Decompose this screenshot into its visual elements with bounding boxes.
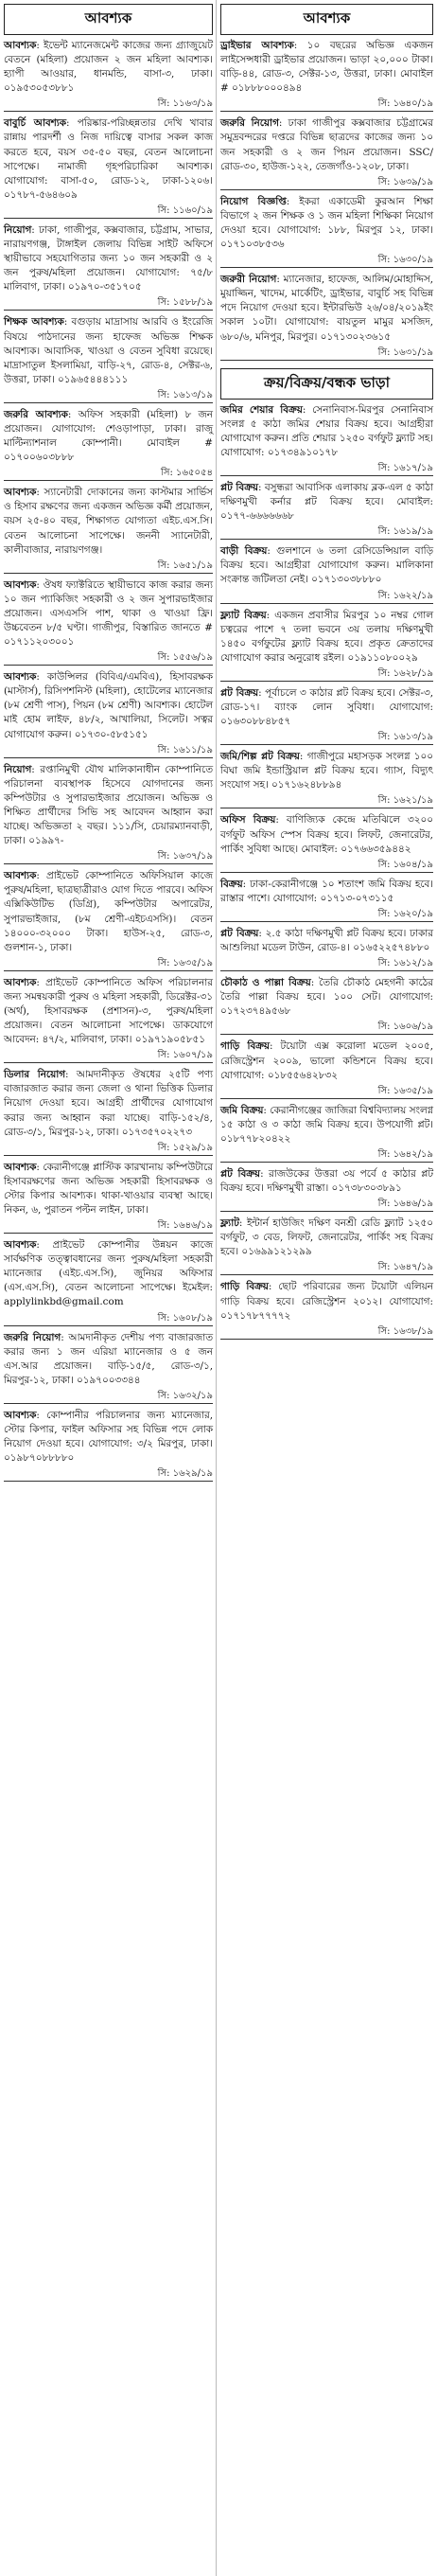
classified-ad <box>220 686 433 729</box>
classified-ad <box>220 1167 433 1196</box>
classified-ad <box>220 39 433 96</box>
ad-separator <box>220 475 433 476</box>
ad-heading: জরুরি নিয়োগ <box>220 117 279 130</box>
ad-reference: সি: ১৬৪২/১৯ <box>377 1148 433 1160</box>
ad-reference: সি: ১৬৩১/১৯ <box>377 346 433 358</box>
ad-body: : কেরানীগঞ্জের জাজিরা বিশ্ববিদ্যালয় সংলগ্ন ১৫ কাঠা ও ৩ কাঠা জমি বিক্রয় হবে। উপযোগী প্লট। ০১৮৭৭৮২০৪২২ <box>220 1104 433 1145</box>
ad-body: : কোম্পানীর পরিচালনার জন্য ম্যানেজার, স্টোর কিপার, ফাইল অফিসার সহ বিভিন্ন পদে লোক নিয়োগ দেওয়া হবে। যোগাযোগ: ৩/২ মিরপুর, ঢাকা। ০১৯৮৭০৮৮৮৮০ <box>4 1409 213 1465</box>
ad-separator <box>220 1162 433 1163</box>
ad-separator <box>4 1325 213 1326</box>
ad-heading: ডিলার নিয়োগ <box>4 1069 66 1081</box>
ad-reference: সি: ১৬৩৫/১৯ <box>377 1085 433 1096</box>
ad-separator <box>4 310 213 311</box>
classified-ad <box>4 1161 213 1217</box>
ad-heading: জমি বিক্রয় <box>220 1104 264 1116</box>
ad-separator <box>220 1339 433 1340</box>
ad-separator <box>4 1062 213 1063</box>
ad-heading: জমির শেয়ার বিক্রয় <box>220 403 303 416</box>
ad-separator <box>4 1403 213 1404</box>
ad-separator <box>220 921 433 922</box>
ad-heading: ড্রাইভার আবশ্যক <box>220 40 294 51</box>
ad-separator <box>4 665 213 666</box>
ad-body: : বগুড়ায় মাদ্রাসায় আরবি ও ইংরেজি বিষয়ে পাঠদানের জন্য হাফেজ অভিজ্ঞ শিক্ষক আবশ্যক। আবাসিক, খাওয়া ও বেতন সুবিধা রয়েছে। মাদ্রাসাতুল ইসলামিয়া, বাড়ি-২৭, রোড-৪, সেক্টর-৬, উত্তরা, ঢাকা। ০১৯৬৫৪৪৪১১১ <box>4 316 213 385</box>
classified-ad <box>220 609 433 666</box>
classified-ad <box>220 273 433 344</box>
ad-reference: সি: ১৬২২/১৯ <box>377 590 433 601</box>
ad-separator <box>220 111 433 112</box>
right-column <box>220 4 433 1344</box>
ad-heading: আবশ্যক <box>4 976 37 988</box>
ad-heading: শিক্ষক আবশ্যক <box>4 316 64 329</box>
ad-reference: সি: ১৬৩০/১৯ <box>377 255 433 266</box>
ad-heading: জরুরি নিয়োগ <box>4 1331 61 1343</box>
ad-heading: নিয়োগ <box>4 223 32 236</box>
ad-heading: বাবুর্চি আবশ্যক <box>4 117 67 130</box>
ad-separator <box>220 1211 433 1212</box>
ad-heading: গাড়ি বিক্রয় <box>220 1040 271 1053</box>
ad-separator <box>4 1233 213 1234</box>
ad-body: : প্রাইভেট কোম্পানীর উন্নয়ন কাজে সার্বক্ষণিক তত্ত্বাবধানের জন্য পুরুষ/মহিলা সহকারী ম্যানেজার (এইচ.এস.সি), জুনিয়র অফিসার (এস.এস.সি), বেতন আলোচনা সাপেক্ষে। ইমেইল: applylinkbd@gmail.com <box>4 1239 213 1308</box>
ad-reference: সি: ১৬০৮/১৯ <box>157 1312 213 1324</box>
ad-reference: সি: ১৫৮৮/১৯ <box>157 297 213 309</box>
section-title-right: আবশ্যক <box>220 4 433 35</box>
ad-heading: জরুরি আবশ্যক <box>4 408 68 420</box>
ad-reference: সি: ১৫২৯/১৯ <box>157 1142 213 1153</box>
ad-body: : ইভেন্ট ম্যানেজমেন্ট কাজের জন্য গ্র্যাজুয়েট বেতনে (মহিলা) প্রয়োজন ২ জন মহিলা আবশ্যক। হ্যাপী আওয়ার, ধানমন্ডি, বাসা-৩, ঢাকা। ০১৯৫৩০৫৩৮৮১ <box>4 40 213 95</box>
ad-body: : স্যানেটারী দোকানের জন্য কাস্টমার সার্ভিস ও হিসাব রক্ষণের জন্য একজন অভিজ্ঞ কর্মী প্রয়োজন, বয়স ২৫-৪০ বছর, শিক্ষাগত যোগ্যতা এইচ.এস.সি। বেতন আলোচনা সাপেক্ষে। জননী স্যানেটারী, কালীবাজার, নারায়ণগঞ্জ। <box>4 487 213 556</box>
ad-reference: সি: ১১৬৩/১৯ <box>157 98 213 110</box>
classified-ad <box>4 116 213 203</box>
ad-heading: আবশ্যক <box>4 1409 37 1421</box>
ad-separator <box>220 681 433 682</box>
ad-body: : কেরানীগঞ্জে প্লাস্টিক কারখানায় কম্পিউটারে হিসাবরক্ষণের জন্য অভিজ্ঞ সহকারী হিসাবরক্ষক ও স্টোর কিপার আবশ্যক। থাকা-খাওয়ার ব্যবস্থা আছে। নিকন, ৬, পুরাতন পল্টন লাইন, ঢাকা। <box>4 1161 213 1216</box>
ad-heading: আবশ্যক <box>4 1239 37 1252</box>
right-ads-list <box>220 39 433 361</box>
classified-ad <box>220 1039 433 1082</box>
ad-heading: আবশ্যক <box>4 1161 37 1173</box>
classified-ad <box>4 1238 213 1309</box>
classified-ad <box>4 976 213 1047</box>
classified-ad <box>220 878 433 906</box>
classified-ad <box>220 195 433 252</box>
ad-separator <box>4 757 213 758</box>
ad-heading: আবশ্যক <box>4 578 37 591</box>
ad-heading: গাড়ি বিক্রয় <box>220 1281 269 1293</box>
ad-separator <box>220 1034 433 1035</box>
ad-body: : ম্যানেজার, হাফেজ, আলিম/মোহাদ্দিস, মুয়াজ্জিন, খাদেম, মার্কেটিং, ড্রাইভার, বাবুর্চি সহ বিভিন্ন পদে নিয়োগ দেওয়া হবে। ইন্টারভিউ ২৬/০৪/২০১৯ইং সকাল ১০টা। যোগাযোগ: বায়তুল মামুর মসজিদ, ৬৮০/৬, মনিপুর, মিরপুর। ০১৭১৩০২৩৬১৫ <box>220 274 434 343</box>
classified-ad <box>220 813 433 856</box>
classified-ad <box>220 1280 433 1323</box>
left-ads-list <box>4 39 213 1482</box>
classified-ad <box>220 481 433 524</box>
ad-heading: নিয়োগ <box>4 763 32 775</box>
ad-reference: সি: ১৬০৬/১৯ <box>377 1022 433 1033</box>
ad-separator <box>4 1481 213 1482</box>
classified-ad <box>220 976 433 1019</box>
classified-ad <box>4 1331 213 1388</box>
ad-heading: জরুরী নিয়োগ <box>220 274 277 286</box>
classified-ad <box>220 1217 433 1259</box>
ad-reference: সি: ১৬৪৭/১৯ <box>377 1262 433 1273</box>
ad-reference: সি: ১৬১৯/১৯ <box>377 526 433 538</box>
ad-heading: প্লট বিক্রয় <box>220 1167 261 1180</box>
ad-heading: আবশ্যক <box>4 40 37 51</box>
ad-separator <box>220 539 433 540</box>
ad-separator <box>220 360 433 361</box>
ad-reference: সি: ১৬২১/১৯ <box>377 795 433 807</box>
ad-separator <box>220 603 433 604</box>
ad-body: : আমদানীকৃত ঔষধের ২৫টি পণ্য বাজারজাত করার জন্য জেলা ও থানা ভিত্তিক ডিলার নিয়োগ দেওয়া হবে। আগ্রহী প্রার্থীদের যোগাযোগ করার জন্য আহ্বান করা যাচ্ছে। বাড়ি-১৫২/৪, রোড-৩/১, মিরপুর-১২, ঢাকা। ০১৭৩৫৭০২২৭৩ <box>4 1069 213 1138</box>
ad-body: : পূর্বাচলে ৩ কাঠার প্লট বিক্রয় হবে। সেক্টর-৩, রোড-১৭। ব্যাংক লোন সুবিধা। যোগাযোগ: ০১৬৩০৮৮৪৮৫৭ <box>220 686 434 728</box>
ad-reference: সি: ১৬১৩/১৯ <box>157 389 213 400</box>
ad-heading: আবশ্যক <box>4 870 37 882</box>
classified-ad <box>4 315 213 386</box>
ad-body: : পরিষ্কার-পরিচ্ছন্নতার দেখি খাবার রান্নায় পারদর্শী ও নিজ দায়িত্বে বাসার সকল কাজ করতে হবে, বয়স ৩৫-৫০ বছর, বেতন আলোচনা সাপেক্ষে। নামাজী গৃহপরিচারিকা আবশ্যক। যোগাযোগ: বাসা-৫০, রোড-১২, ঢাকা-১২০৬। ০১৭৮৭-৫৬৪৬০৯ <box>4 117 213 201</box>
ad-heading: প্লট বিক্রয় <box>220 927 259 939</box>
classified-ad <box>4 486 213 557</box>
ad-separator <box>4 218 213 219</box>
ad-separator <box>4 111 213 112</box>
classified-ad <box>4 223 213 294</box>
classified-ad <box>220 544 433 587</box>
ad-heading: চৌকাঠ ও পাল্লা বিক্রয় <box>220 977 311 989</box>
ad-separator <box>4 573 213 574</box>
classified-ad <box>220 1104 433 1146</box>
ad-reference: সি: ১৬১২/১৯ <box>377 958 433 969</box>
ad-separator <box>4 863 213 864</box>
section-title-left: আবশ্যক <box>4 4 213 35</box>
ad-body: : ছোট পরিবারের জন্য টয়োটা এলিয়ন গাড়ি বিক্রয় হবে। রেজিস্ট্রেশন ২০১২। যোগাযোগ: ০১৭১৭৮৭৭৭৭২ <box>220 1281 433 1322</box>
classified-ad <box>220 927 433 955</box>
ad-heading: আবশ্যক <box>4 487 37 499</box>
ad-separator <box>220 744 433 745</box>
ad-separator <box>220 970 433 971</box>
section-title-sale: ক্রয়/বিক্রয়/বন্ধক ভাড়া <box>220 368 433 400</box>
classified-ad <box>4 39 213 96</box>
ad-body: : রাজউকের উত্তরা ৩য় পর্বে ৫ কাঠার প্লট বিক্রয় হবে। দক্ষিণমুখী রাস্তা। ০১৭৩৮৩০৩৮৯১ <box>220 1167 434 1195</box>
ad-reference: সি: ১৬৪৬/১৯ <box>377 1199 433 1210</box>
ad-separator <box>4 1155 213 1156</box>
ad-reference: সি: ১৬৫১/১৯ <box>157 560 213 571</box>
ad-reference: সি: ১৬৫০৫৪ <box>161 468 213 479</box>
classified-ad <box>4 408 213 465</box>
classified-ad <box>220 750 433 792</box>
ad-body: : টয়োটা এক্স করোলা মডেল ২০০৫, রেজিস্ট্রেশন ২০০৯, ভালো কন্ডিশনে বিক্রয় হবে। যোগাযোগ: ০১৮৫৫৬৪২৮৩২ <box>220 1040 433 1081</box>
ad-heading: ফ্ল্যাট বিক্রয় <box>220 609 267 621</box>
classified-ad <box>4 1409 213 1466</box>
ad-heading: অফিস বিক্রয় <box>220 814 276 826</box>
ad-heading: বাড়ী বিক্রয় <box>220 545 268 558</box>
ad-body: : ১০ বছরের অভিজ্ঞ একজন লাইসেন্সধারী ড্রাইভার প্রয়োজন। ভাড়া ২০,০০০ টাকা। বাড়ি-৪৪, রোড-৩, সেক্টর-১৩, উত্তরা, ঢাকা। মোবাইল # ০১৮৮৮০০০৪৯৪ <box>220 40 433 95</box>
ad-reference: সি: ১৬৩৯/১৯ <box>377 176 433 187</box>
ad-reference: সি: ১৬৩৭/১৯ <box>157 851 213 862</box>
ad-separator <box>4 402 213 403</box>
ad-reference: সি: ১৬২৮/১৯ <box>377 667 433 679</box>
ad-reference: সি: ১৬২৯/১৯ <box>157 1468 213 1480</box>
ad-body: : তৈরি চৌকাঠ মেহগনী কাঠের তৈরি পাল্লা বিক্রয় হবে। ১০০ সেট। যোগাযোগ: ০১৭২৩৭৪৯৫৬৮ <box>220 977 434 1018</box>
ad-reference: সি: ১৬৩২/১৯ <box>157 1390 213 1401</box>
ad-heading: নিয়োগ বিজ্ঞপ্তি <box>220 195 287 207</box>
ad-reference: সি: ১৬৩৫/১৯ <box>157 957 213 968</box>
ad-separator <box>4 480 213 481</box>
classified-ad <box>4 670 213 741</box>
sale-ads-list <box>220 403 433 1340</box>
ad-reference: সি: ১৬১৩/১৯ <box>377 732 433 743</box>
ad-heading: প্লট বিক্রয় <box>220 686 259 699</box>
ad-heading: ফ্ল্যাট <box>220 1217 239 1230</box>
ad-body: : অফিস সহকারী (মহিলা) ৮ জন প্রয়োজন। যোগাযোগ: শেওড়াপাড়া, ঢাকা। রাজু মাল্টিন্যাশনাল কোম্পানী। মোবাইল # ০১৭০০৬০৩৮৮৮ <box>4 408 213 464</box>
ad-separator <box>220 872 433 873</box>
left-column <box>4 4 213 1486</box>
ad-body: : ঢাকা, গাজীপুর, কক্সবাজার, চট্টগ্রাম, সাভার, নারায়ণগঞ্জ, টাঙ্গাইল জেলায় বিভিন্ন সাইট অফিসে স্থায়ীভাবে সহযোগিতার জন্য ১০ জন সহকারী ও ২ জন পুরুষ/মহিলা প্রয়োজন। যোগাযোগ: ৭৫/৮ মালিবাগ, ঢাকা। ০১৯৭০-৩৫১৭০৫ <box>4 223 213 293</box>
ad-reference: সি: ১৬১৭/১৯ <box>377 462 433 473</box>
ad-body: : আমদানীকৃত দেশীয় পণ্য বাজারজাত করার জন্য ১ জন এরিয়া ম্যানেজার ও ৫ জন এস.আর প্রয়োজন। বাড়ি-১৫/৫, রোড-৩/১, মিরপুর-১২, ঢাকা। ০১৯৭০০৩৩৪৪ <box>4 1331 213 1386</box>
ad-separator <box>220 1098 433 1099</box>
ad-separator <box>220 267 433 268</box>
ad-reference: সি: ১৬১১/১৯ <box>157 744 213 755</box>
ad-reference: সি: ১১৬০/১৯ <box>157 204 213 216</box>
classified-ad <box>4 763 213 849</box>
ad-reference: সি: ১৬২০/১৯ <box>377 908 433 919</box>
ad-heading: জমি/শিল্প প্লট বিক্রয় <box>220 751 300 763</box>
ad-body: : কাউন্সিলর (বিবিএ/এমবিএ), হিসাবরক্ষক (মাস্টার্স), রিসিপশনিস্ট (মহিলা), হোটেলের ম্যানেজার (৮ম শ্রেণী পাস), পিয়ন (৮ম শ্রেণী) আবশ্যক। হোটেল মাই হোম লাইফ, ৪৮/২, আখালিয়া, সিলেট। সত্বর যোগাযোগ করুন। ০১৭৩০-৫৮৫১৫১ <box>4 671 213 740</box>
ad-body: : ইকরা একাডেমী কুরআন শিক্ষা বিভাগে ২ জন শিক্ষক ও ১ জন মহিলা শিক্ষিকা নিয়োগ দেওয়া হবে। যোগাযোগ: ১৮৮, মিরপুর ১২, ঢাকা। ০১৭১০৩৮৫৩৬ <box>220 195 434 251</box>
ad-body: : ঢাকা-কেরানীগঞ্জে ১০ শতাংশ জমি বিক্রয় হবে। রাস্তার পাশে। যোগাযোগ: ০১৭১৩-০৭৩১১৫ <box>220 878 433 904</box>
ad-body: : ২.৫ কাঠা দক্ষিণমুখী প্লট বিক্রয় হবে। ঢাকার আশুলিয়া মডেল টাউন, রোড-৪। ০১৬৫২২৫৭৪৮৮০ <box>220 927 433 954</box>
ad-reference: সি: ১৬৪৬/১৯ <box>157 1220 213 1232</box>
ad-body: : সেনানিবাস-মিরপুর সেনানিবাস সংলগ্ন ৫ কাঠা জমির শেয়ার বিক্রয় হবে। আগ্রহীরা যোগাযোগ করুন। প্রতি শেয়ার ১২৫০ বর্গফুট ফ্ল্যাট সহ। যোগাযোগ: ০১৭৩৪৯১০১৭৮ <box>220 403 433 458</box>
ad-body: : বসুন্ধরা আবাসিক এলাকায় ব্লক-এল ৫ কাঠা দক্ষিণমুখী কর্নার প্লট বিক্রয় হবে। মোবাইল: ০১৭৭-৬৬৬৬৬৬৮ <box>220 481 433 523</box>
ad-separator <box>4 970 213 971</box>
ad-body: : প্রাইভেট কোম্পানিতে অফিস পরিচালনার জন্য সমন্বয়কারী পুরুষ ও মহিলা সহকারী, ডিরেক্টর-৩১ (অর্থ), হিসাবরক্ষক (প্রশাসন)-৩, পুরুষ/মহিলা প্রয়োজন। বেতন আলোচনা সাপেক্ষে। ডাকযোগে আবেদন: ৪৭/২, মালিবাগ, ঢাকা। ০১৯৭১৯০৫৮৫১ <box>4 976 213 1046</box>
classified-ad <box>4 869 213 955</box>
ad-body: : প্রাইভেট কোম্পানিতে অফিসিয়াল কাজে পুরুষ/মহিলা, ছাত্রছাত্রীরাও যোগ দিতে পারবে। অফিস এক্সিকিউটিভ (ডিগ্রি), কম্পিউটার অপারেটর, সুপারভাইজার, (৮ম শ্রেণী-এইচএসসি)। বেতন ১৪০০০-৩২০০০ টাকা। হাউস-২৫, রোড-৩, গুলশান-১, ঢাকা। <box>4 870 213 953</box>
ad-body: : ঢাকা গাজীপুর কক্সবাজার চট্টগ্রামের সমুদ্রবন্দরের দপ্তরে বিভিন্ন ছাত্রদের কাজের জন্য ১০ জন সহকারী ও ২ জন পিয়ন প্রয়োজন। SSC/রোড-৩০, হাউজ-১২২, তেজগাঁও-১২০৮, ঢাকা। <box>220 117 433 172</box>
ad-reference: সি: ১৫৫৬/১৯ <box>157 652 213 664</box>
ad-separator <box>220 189 433 190</box>
ad-body: : রপ্তানিমুখী যৌথ মালিকানাধীন কোম্পানিতে পরিচালনা ব্যবস্থাপক হিসেবে যোগদানের জন্য কম্পিউটার ও সুপারভাইজার প্রয়োজন। অভিজ্ঞ ও শিক্ষিত প্রার্থীদের সিভি সহ আবেদন আহ্বান করা যাচ্ছে। অভিজ্ঞতা ২ বছর। ১১১/সি, চেয়ারম্যানবাড়ী, ঢাকা। ০১৯৯৭- <box>4 763 213 847</box>
ad-body: : গাজীপুরে মহাসড়ক সংলগ্ন ১০০ বিঘা জমি ইন্ডাস্ট্রিয়াল প্লট বিক্রয় হবে। গ্যাস, বিদ্যুৎ সংযোগ সহ। ০১৭১৬২৪৮৮৯৪ <box>220 751 433 791</box>
ad-heading: আবশ্যক <box>4 671 37 684</box>
ad-body: : ঔষধ ফ্যাক্টরিতে স্থায়ীভাবে কাজ করার জন্য ১০ জন প্যাকিজিং সহকারী ও ২ জন সুপারভাইজার প্রয়োজন। এসএসসি পাশ, থাকা ও খাওয়া ফ্রি। উচ্চবেতন ৮/৫ ঘণ্টা। গাজীপুর, বিস্তারিত জানতে # ০১৭১১২০৩০০১ <box>4 578 213 648</box>
ad-body: : গুলশানে ৬ তলা রেসিডেন্সিয়াল বাড়ি বিক্রয় হবে। আগ্রহীরা যোগাযোগ করুন। মালিকানা সংক্রান্ত জটিলতা নেই। ০১৭১৩০৩৮৮৮০ <box>220 545 433 586</box>
column-divider <box>216 0 217 2576</box>
ad-body: : বাণিজ্যিক কেন্দ্রে মতিঝিলে ৩২০০ বর্গফুট অফিস স্পেস বিক্রয় হবে। লিফট, জেনারেটর, পার্কিং সুবিধা আছে। মোবাইল: ০১৭৬৬৩৫৯৪৪২ <box>220 814 433 855</box>
ad-body: : একজন প্রবাসীর মিরপুর ১০ নম্বর গোল চত্বরের পাশে ৭ তলা ভবনে ৩য় তলায় দক্ষিণমুখী ১৪৫০ বর্গফুটের ফ্ল্যাট বিক্রয় হবে। প্রকৃত ক্রেতাদের যোগাযোগ করার অনুরোধ রইল। ০১৯১১০৮০০২৯ <box>220 609 434 664</box>
ad-heading: প্লট বিক্রয় <box>220 481 258 493</box>
ad-separator <box>220 1274 433 1275</box>
ad-reference: সি: ১৬৪০/১৯ <box>377 98 433 110</box>
classified-ad <box>220 116 433 173</box>
classified-ad <box>4 1068 213 1139</box>
ad-heading: বিক্রয় <box>220 878 243 890</box>
ad-reference: সি: ১৬০৪/১৯ <box>377 859 433 870</box>
classified-ad <box>4 578 213 649</box>
classified-ad <box>220 403 433 460</box>
ad-reference: সি: ১৬৩৮/১৯ <box>377 1325 433 1337</box>
ad-reference: সি: ১৬০৭/১৯ <box>157 1050 213 1061</box>
ad-body: : ইন্টার্ন হাউজিং দক্ষিণ বনশ্রী রেডি ফ্ল্যাট ১২৫০ বর্গফুট, ৩ বেড, লিফট, জেনারেটর, পার্কিং সহ বিক্রয় হবে। ০১৬৯৯১২১২৯৯ <box>220 1217 433 1258</box>
